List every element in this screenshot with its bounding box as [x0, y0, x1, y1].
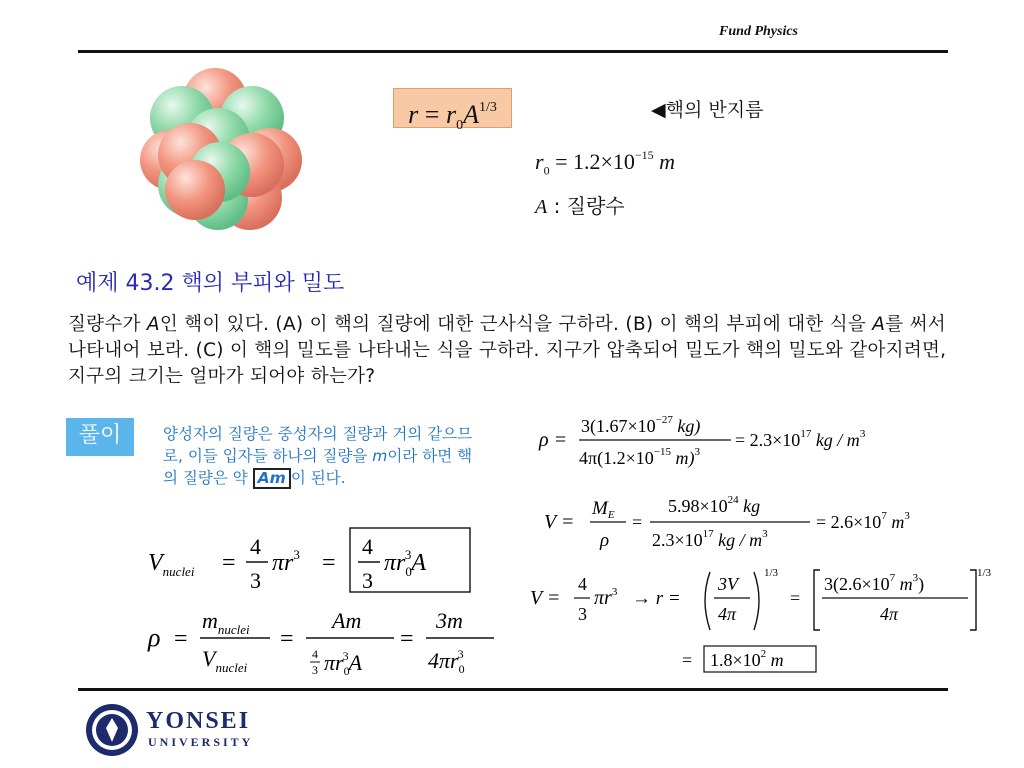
svg-text:ρ: ρ [600, 530, 610, 551]
svg-text:1.8×102 m: $1.8\times 10^2$ m [710, 648, 784, 670]
top-rule [78, 50, 948, 53]
problem-text: 질량수가 A인 핵이 있다. (A) 이 핵의 질량에 대한 근사식을 구하라. (B) 이 핵의 부피에 대한 식을 A를 써서 나타내어 보라. (C) 이 핵의 밀도를 나타내는 식을 구하라. 지구가 압축되어 밀도가 핵의 밀도와 같아지려면, 지구의 크기는 얼마가 되어야 하는가? [68, 314, 947, 387]
svg-text:V =: V = [544, 511, 575, 533]
equation-rho-value [535, 408, 915, 470]
svg-text:=: = [322, 550, 336, 576]
svg-text:3V: 3V [718, 574, 738, 594]
a-definition: A : 질량수 [535, 194, 625, 218]
svg-text:4: 4 [578, 574, 587, 594]
svg-text:3: 3 [312, 663, 318, 677]
equation-volume-earth [540, 490, 960, 552]
logo-subname: UNIVERSITY [148, 735, 254, 749]
header-title: Fund Physics [719, 24, 798, 39]
svg-text:Vnuclei: $V_{nuclei}$ [148, 550, 195, 579]
svg-text:3(2.6×107 m3): $3(2.6\times 10^7$ $m^3$) [824, 572, 925, 594]
svg-text:4π(1.2×10−15 m)3: $4\pi(1.2\times 10^{-15}$ m)$^3$ [579, 446, 700, 468]
svg-text:4: 4 [312, 647, 318, 661]
svg-text:mnuclei: $m_{nuclei}$ [202, 608, 250, 637]
svg-text:4: 4 [362, 534, 373, 559]
svg-text:πr03A: $\pi r_03A$ [384, 547, 427, 579]
svg-text:1/3: 1/3 [977, 567, 992, 579]
equation-density-nucleus [146, 600, 506, 680]
svg-text:=: = [790, 588, 801, 608]
svg-text:= 2.3×1017 kg / m3: = $2.3\times 10^{17}$ kg / $m^3$ [735, 428, 866, 450]
svg-text:3(1.67×10−27 kg): $3(1.67\times 10^{-27}$ kg) [581, 414, 701, 436]
svg-text:ρ: ρ [148, 623, 161, 652]
svg-text:→ r =: → r = [632, 588, 681, 609]
svg-text:V =: V = [530, 587, 561, 609]
svg-text:= 2.6×107 m3: = $2.6\times 10^7$ $m^3$ [816, 510, 910, 532]
logo-name: YONSEI [146, 708, 251, 734]
svg-text:=: = [222, 550, 236, 576]
svg-text:ME: $M_E$ [592, 498, 615, 521]
svg-text:4πr03: $4\pi r_03$ [428, 647, 465, 676]
svg-text:ρ =: ρ = [539, 429, 568, 451]
svg-text:πr03A: $\pi r_03A$ [324, 649, 363, 678]
svg-text:4π: 4π [880, 604, 899, 624]
svg-text:πr3: $\pi r^3$ [272, 547, 300, 576]
svg-text:3: 3 [250, 568, 261, 593]
svg-text:5.98×1024 kg: $5.98\times 10^{24}$ kg [668, 494, 761, 516]
example-title: 예제 43.2 핵의 부피와 밀도 [76, 271, 345, 296]
equation-result [680, 642, 820, 676]
svg-text:4: 4 [250, 534, 261, 559]
radius-formula-box: $r = r_0A^{1/3}$ [393, 88, 512, 128]
svg-text:3: 3 [578, 604, 587, 624]
solution-badge: 풀이 [66, 418, 134, 456]
svg-text:1/3: 1/3 [764, 567, 779, 579]
svg-text:3m: 3m [436, 608, 463, 633]
university-seal-logo [84, 702, 140, 758]
svg-text:Am: Am [332, 608, 362, 633]
svg-text:πr3: $\pi r^3$ [594, 586, 618, 609]
solution-text: 양성자의 질량은 중성자의 질량과 거의 같으므로, 이들 입자들 하나의 질량을 m이라 하면 핵의 질량은 약 Am 이 된다. [163, 425, 473, 487]
equation-volume-nucleus [146, 526, 476, 596]
svg-text:=: = [174, 626, 188, 652]
svg-text:=: = [280, 626, 294, 652]
boxed-am: Am [253, 468, 291, 489]
svg-text:=: = [632, 512, 643, 532]
bottom-rule [78, 688, 948, 691]
r0-definition: $r_0 = 1.2\times 10^{-15}$ m [535, 148, 676, 178]
svg-text:3: 3 [362, 568, 373, 593]
nucleus-illustration [140, 60, 305, 235]
svg-text:4π: 4π [718, 604, 737, 624]
proton-ball [165, 160, 225, 220]
radius-label: ◀핵의 반지름 [651, 99, 764, 121]
equation-radius-earth [528, 560, 998, 638]
svg-text:=: = [400, 626, 414, 652]
svg-text:Vnuclei: $V_{nuclei}$ [202, 646, 248, 675]
svg-text:=: = [682, 650, 693, 670]
svg-text:2.3×1017 kg / m3: $2.3\times 10^{17}$ kg / $m^3$ [652, 528, 768, 550]
